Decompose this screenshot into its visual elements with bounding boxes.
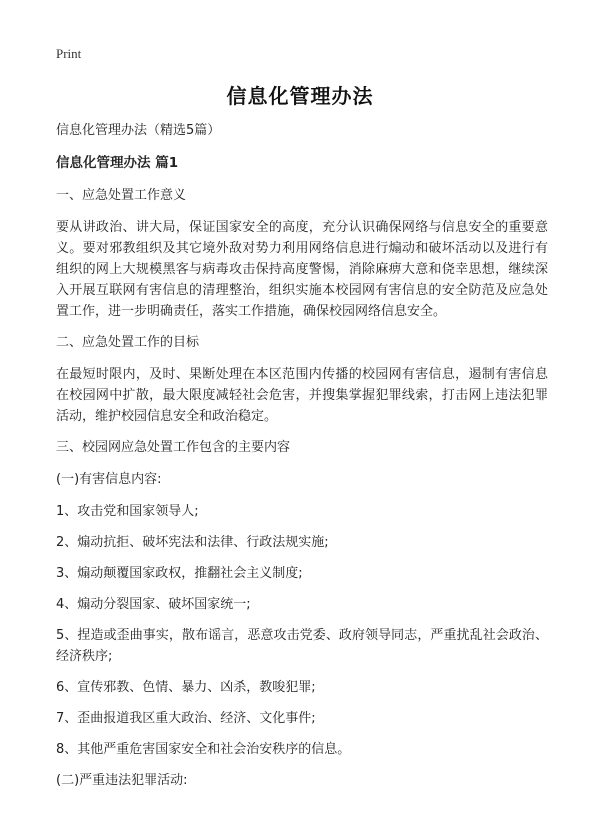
list-item: 4、煽动分裂国家、破坏国家统一; [56,597,251,612]
subsection-title-2: (二)严重违法犯罪活动: [56,773,188,788]
document-subtitle: 信息化管理办法（精选5篇） [56,123,221,138]
list-item: 3、煽动颠覆国家政权，推翻社会主义制度; [56,566,303,581]
section-title-2: 二、应急处置工作的目标 [56,335,200,350]
document-title: 信息化管理办法 [226,84,374,108]
print-label: Print [56,46,82,61]
list-item: 7、歪曲报道我区重大政治、经济、文化事件; [56,711,316,726]
list-item: 1、攻击党和国家领导人; [56,504,199,519]
list-item: 8、其他严重危害国家安全和社会治安秩序的信息。 [56,742,351,757]
section-body-1: 要从讲政治、讲大局，保证国家安全的高度，充分认识确保网络与信息安全的重要意义。要对邪教组织及其它境外敌对势力利用网络信息进行煽动和破坏活动以及进行有组织的网上大规模黑客与病毒攻击保持高度警惕，消除麻痹大意和侥幸思想，继续深入开展互联网有害信息的清理整治，组织实施本校园网有害信息的安全防范及应急处置工作，进一步明确责任，落实工作措施，确保校园网络信息安全。 [56,220,548,319]
document-content [56,120,548,802]
list-item: 5、捏造或歪曲事实，散布谣言，恶意攻击党委、政府领导同志，严重扰乱社会政治、经济秩序; [56,628,548,664]
section-title-1: 一、应急处置工作意义 [56,188,187,203]
subsection-title-1: (一)有害信息内容: [56,472,162,487]
list-item: 6、宣传邪教、色情、暴力、凶杀，教唆犯罪; [56,680,316,695]
list-item: 2、煽动抗拒、破坏宪法和法律、行政法规实施; [56,535,329,550]
section-title-3: 三、校园网应急处置工作包含的主要内容 [56,440,291,455]
section-body-2: 在最短时限内，及时、果断处理在本区范围内传播的校园网有害信息，遏制有害信息在校园网中扩散，最大限度减轻社会危害，并搜集掌握犯罪线索，打击网上违法犯罪活动，维护校园信息安全和政治稳定。 [56,367,548,424]
article-heading: 信息化管理办法 篇1 [56,155,179,171]
